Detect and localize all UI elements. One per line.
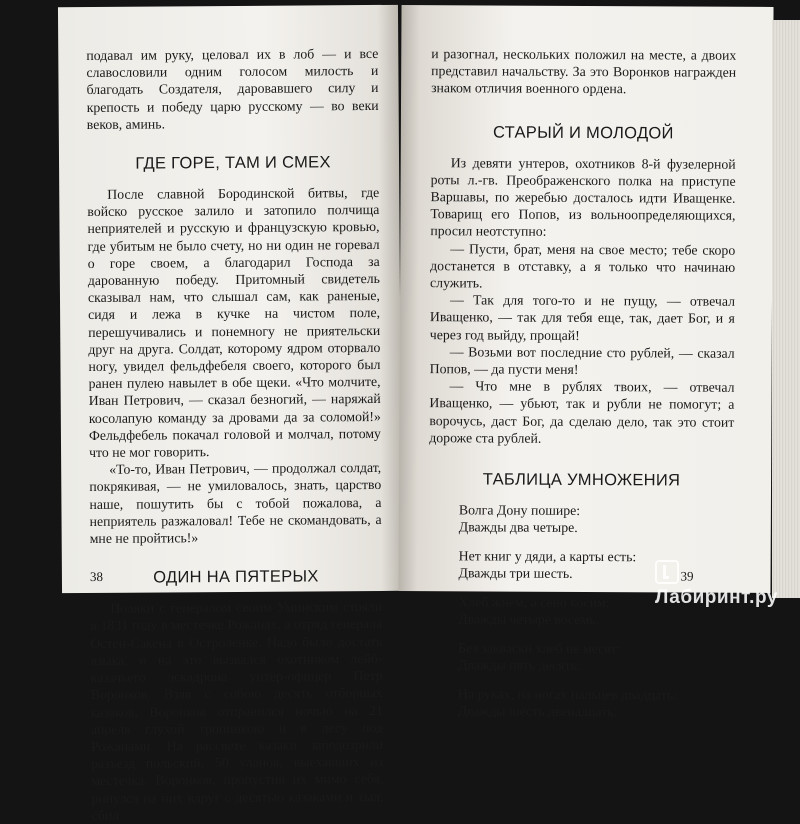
paragraph: — Что мне в рублях твоих, — отвечал Иващенко, — убьют, так и рубли не помогут; а ворочусь, даст Бог, да сделаю дело, так это стоит дороже ста рублей. [429, 378, 735, 446]
poem-stanza [458, 639, 733, 674]
left-page [58, 5, 402, 823]
paragraph: — Так для того-то и не пущу, — отвечал Иващенко, — так для тебя еще, так, дает Бог, и я через год выйду, прощай! [429, 292, 736, 343]
poem-line: Дважды пять десять. [458, 657, 581, 674]
poem-line: Нет книг у дяди, а карты есть: [458, 548, 637, 565]
poem-line: Без закваски хлеб не месят: [458, 640, 621, 657]
left-intro-paragraph: подавал им руку, целовал их в лоб — и все славословили одним голосом милость и благодать Создателя, даровавшего силу и крепость и победу царю русскому — во веки веков, аминь. [86, 45, 379, 132]
poem [458, 501, 734, 720]
section-title-gde-gore: ГДЕ ГОРЕ, ТАМ И СМЕХ [135, 153, 331, 173]
section-title-tablica-umnozheniya: ТАБЛИЦА УМНОЖЕНИЯ [482, 470, 681, 490]
page-number-right: 39 [680, 568, 694, 584]
paragraph: «То-то, Иван Петрович, — продолжал солдат, покрякивая, — не умиловалось, знать, царство наше, пошутить бы с тобой пожалова, а неприятель разжаловал! Тебе не скомандовать, а мне не пройтись!» [89, 460, 382, 547]
section-title-stary-i-molodoy: СТАРЫЙ И МОЛОДОЙ [492, 123, 674, 143]
poem-line: Дважды шесть двенадцать. [457, 703, 618, 720]
poem-line: Дважды два четыре. [458, 519, 578, 536]
poem-stanza [458, 685, 733, 720]
poem-line: Хлеб жнем, а сено косим: [458, 594, 610, 611]
paragraph: Поляки с генералом своим Уминским стояли в 1831 году в местечке Рожанах, а отряд генерала Остен-Сакена в Остроленке. Надо было достать языка, и на это вызвался охотником лейб-казачьего эскадрона унтер-офицер Петр Воронков. Взяв с собою десять отборных казаков, Воронков отправился ночью на 21 апреля глухой тропинкою и в лесу под Рожанами. На рассвете казаки заподозрили разъезд польский, 50 уланов, выехавших из местечка. Воронков, пропустив их мимо себя, ринулся на них вдруг с десятью казаками и тыл, сбил [90, 599, 384, 823]
paragraph: — Пусти, брат, меня на свое место; тебе скоро достанется в отставку, а я только что начинаю служить. [430, 240, 736, 291]
right-page-text [428, 45, 737, 733]
right-intro-paragraph: и разогнал, нескольких положил на месте, а двоих представил начальству. За это Воронков награжден знаком отличия военного ордена. [431, 46, 737, 97]
paragraph: После славной Бородинской битвы, где войско русское залило и затопило полчища неприятелей и русскую и французскую кровью, где убитым не было счету, но ни один не горевал о горе своем, а благодарил Господа за дарованную победу. Притомный свидетель сказывал нам, что слышал сам, как раненые, сидя и лежа в кучке на чистом поле, перешучивались и понемногу не приятельски друг на друга. Солдат, которому ядром оторвало ногу, увидел фельдфебеля своего, которого был ранен пулею навылет в обе щеки. «Что молчите, Иван Петрович, — сказал безногий, — наряжай косолапую команду за дровами да за соломой!» Фельдфебель покачал головой и молчал, потому что не мог говорить. [87, 184, 381, 461]
left-page-text [86, 45, 383, 824]
page-edges [772, 20, 800, 598]
page-number-left: 38 [89, 568, 103, 584]
section-title-odin-na-pyateryh: ОДИН НА ПЯТЕРЫХ [153, 567, 319, 587]
poem-line: Волга Дону пошире: [458, 502, 581, 519]
paragraph: Из девяти унтеров, охотников 8-й фузелерной роты л.-гв. Преображенского полка на приступе Варшавы, по жеребью досталось идти Иващенке. Товарищ его Попов, из вольноопределяющихся, просил неотступно: [430, 154, 736, 240]
poem-line: На руках, на ногах пальцев двадцать: [457, 686, 677, 703]
watermark-text: Лабиринт.ру [655, 587, 778, 608]
poem-stanza [459, 501, 734, 536]
watermark [655, 560, 800, 609]
paragraph: — Возьми вот последние сто рублей, — сказал Попов, — да пусти меня! [429, 344, 735, 378]
poem-line: Дважды три шесть. [458, 565, 573, 581]
poem-line: Дважды четыре восемь. [458, 611, 599, 628]
labirint-logo-icon [655, 560, 679, 584]
